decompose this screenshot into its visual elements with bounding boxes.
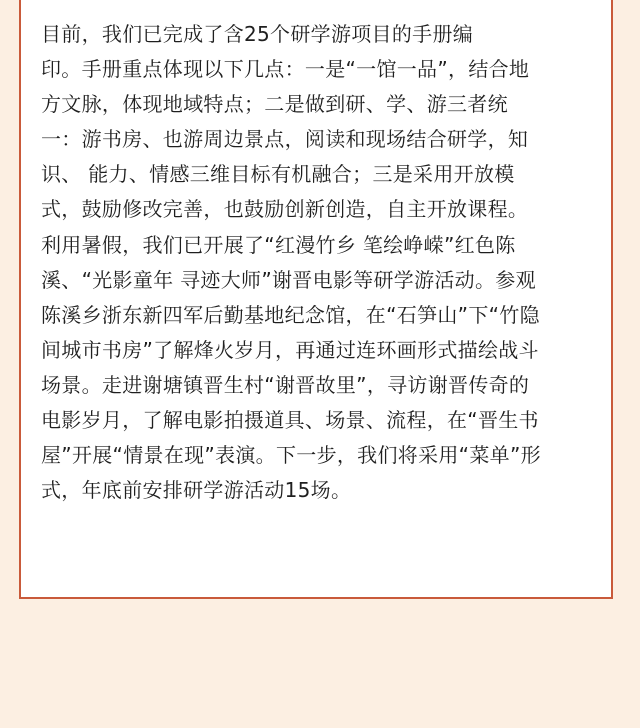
article-paragraph: 目前，我们已完成了含25个研学游项目的手册编 印。手册重点体现以下几点：一是“一馆一品”，结合地 方文脉，体现地域特点；二是做到研、学、游三者统 一：游书房、也游周边景点，阅读和现场结合研学，知 识、 能力、情感三维目标有机融合；三是采用开放模 式，鼓励修改完善，也鼓励创新创造，自主开放课程。 利用暑假，我们已开展了“红漫竹乡 笔绘峥嵘”红色陈 溪、“光影童年 寻迹大师”谢晋电影等研学游活动。参观 陈溪乡浙东新四军后勤基地纪念馆，在“石笋山”下“竹隐 间城市书房”了解烽火岁月，再通过连环画形式描绘战斗 场景。走进谢塘镇晋生村“谢晋故里”，寻访谢晋传奇的 电影岁月，了解电影拍摄道具、场景、流程，在“晋生书 屋”开展“情景在现”表演。下一步，我们将采用“菜单”形 式，年底前安排研学游活动15场。 bbox=[41, 22, 541, 503]
